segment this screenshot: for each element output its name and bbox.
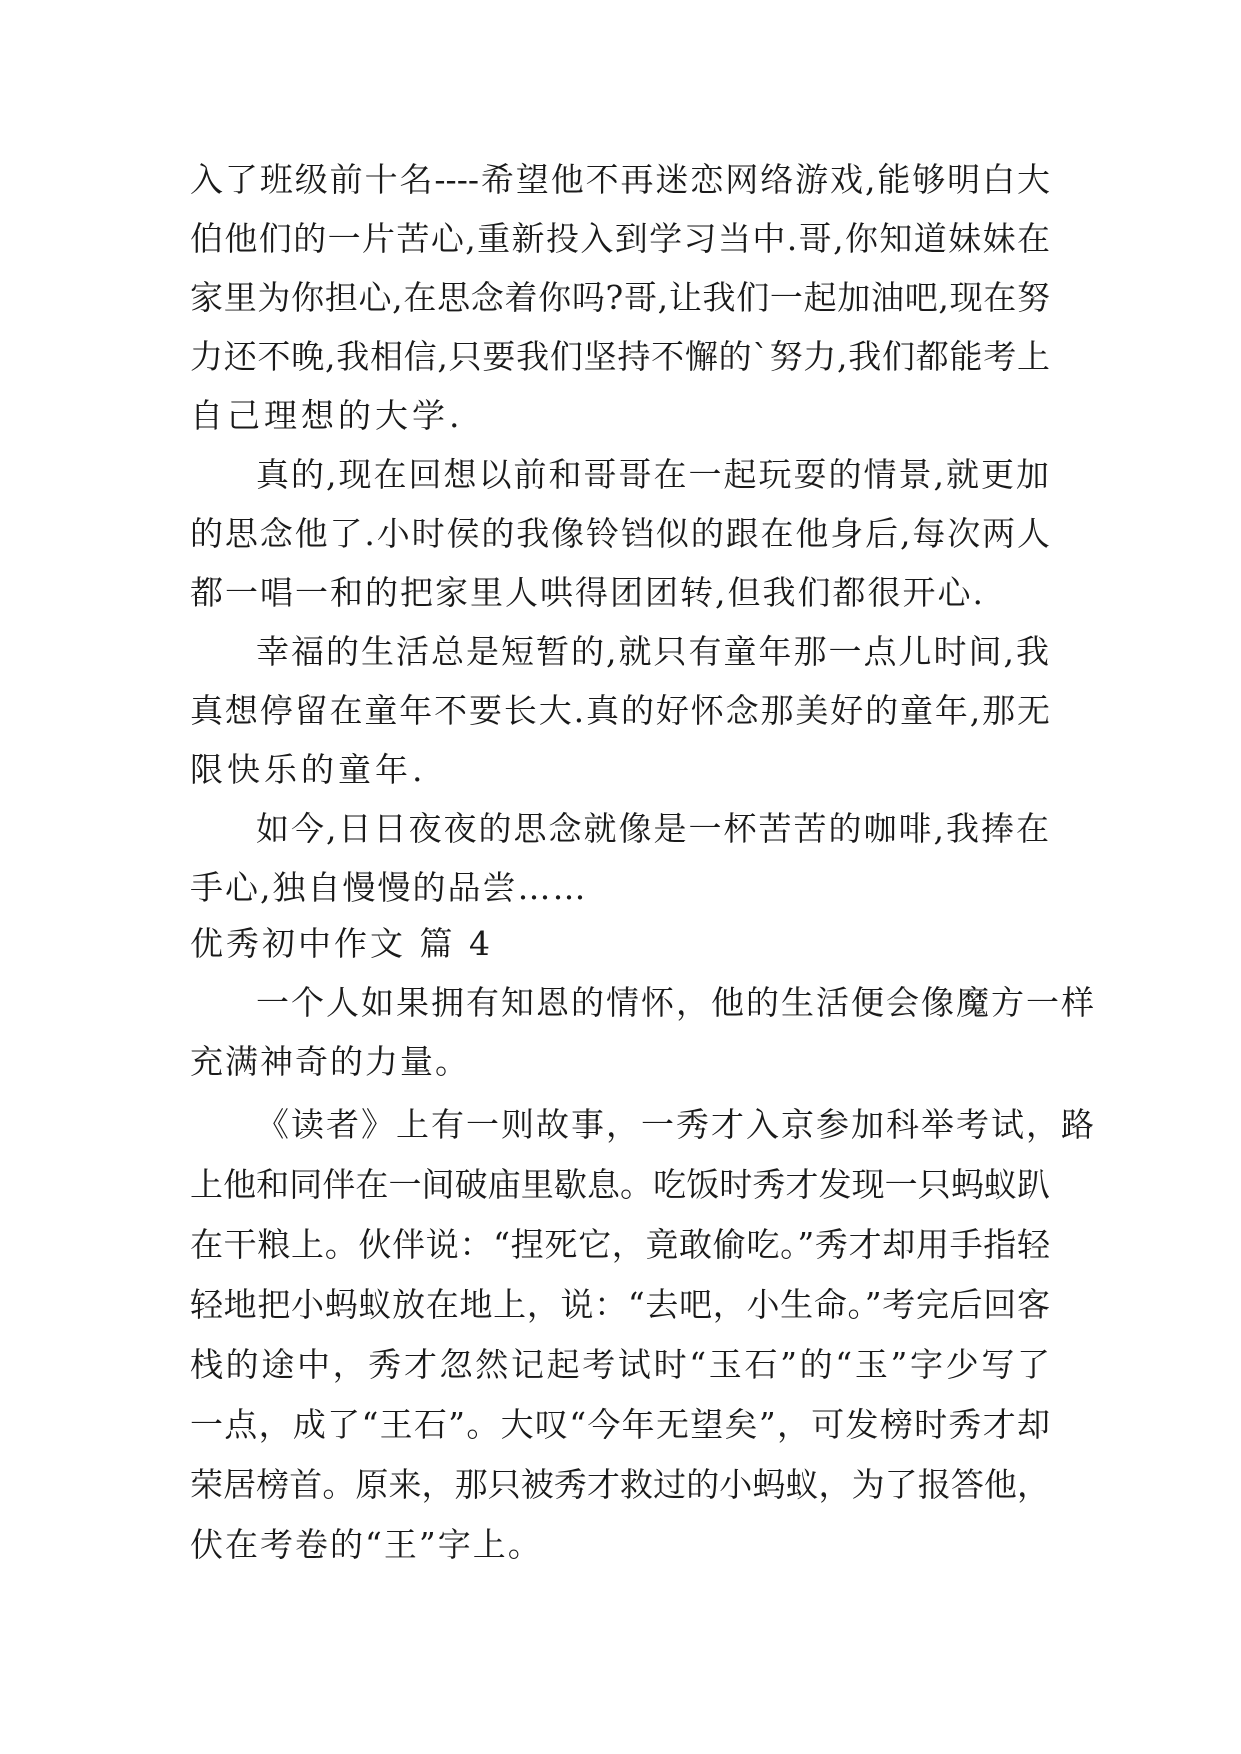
paragraph-line: 上他和同伴在一间破庙里歇息。吃饭时秀才发现一只蚂蚁趴 <box>190 1165 1050 1204</box>
paragraph-first-line: 《读者》上有一则故事，一秀才入京参加科举考试，路 <box>256 1105 1096 1144</box>
paragraph-line: 栈的途中，秀才忽然记起考试时“玉石”的“玉”字少写了 <box>190 1345 1050 1384</box>
paragraph-first-line: 一个人如果拥有知恩的情怀，他的生活便会像魔方一样 <box>256 983 1096 1022</box>
section-heading: 优秀初中作文 篇 4 <box>190 924 493 963</box>
paragraph-first-line: 真的,现在回想以前和哥哥在一起玩耍的情景,就更加 <box>256 455 1051 494</box>
paragraph-line: 力还不晚,我相信,只要我们坚持不懈的`努力,我们都能考上 <box>190 337 1050 376</box>
paragraph-line: 荣居榜首。原来，那只被秀才救过的小蚂蚁，为了报答他， <box>190 1465 1050 1504</box>
paragraph-line: 入了班级前十名----希望他不再迷恋网络游戏,能够明白大 <box>190 160 1050 199</box>
paragraph-line: 伏在考卷的“王”字上。 <box>190 1525 543 1564</box>
paragraph-line: 的思念他了.小时侯的我像铃铛似的跟在他身后,每次两人 <box>190 514 1050 553</box>
paragraph-line: 限快乐的童年. <box>190 750 427 789</box>
paragraph-line: 真想停留在童年不要长大.真的好怀念那美好的童年,那无 <box>190 691 1050 730</box>
paragraph-line: 手心,独自慢慢的品尝…… <box>190 868 588 907</box>
paragraph-line: 伯他们的一片苦心,重新投入到学习当中.哥,你知道妹妹在 <box>190 219 1050 258</box>
paragraph-line: 轻地把小蚂蚁放在地上，说：“去吧，小生命。”考完后回客 <box>190 1285 1050 1324</box>
paragraph-line: 家里为你担心,在思念着你吗?哥,让我们一起加油吧,现在努 <box>190 278 1050 317</box>
paragraph-line: 在干粮上。伙伴说：“捏死它，竟敢偷吃。”秀才却用手指轻 <box>190 1225 1050 1264</box>
paragraph-line: 都一唱一和的把家里人哄得团团转,但我们都很开心. <box>190 573 985 612</box>
paragraph-line: 充满神奇的力量。 <box>190 1042 470 1081</box>
paragraph-line: 自己理想的大学. <box>190 396 464 435</box>
paragraph-first-line: 幸福的生活总是短暂的,就只有童年那一点儿时间,我 <box>256 632 1051 671</box>
paragraph-line: 一点，成了“王石”。大叹“今年无望矣”，可发榜时秀才却 <box>190 1405 1050 1444</box>
paragraph-first-line: 如今,日日夜夜的思念就像是一杯苦苦的咖啡,我捧在 <box>256 809 1051 848</box>
